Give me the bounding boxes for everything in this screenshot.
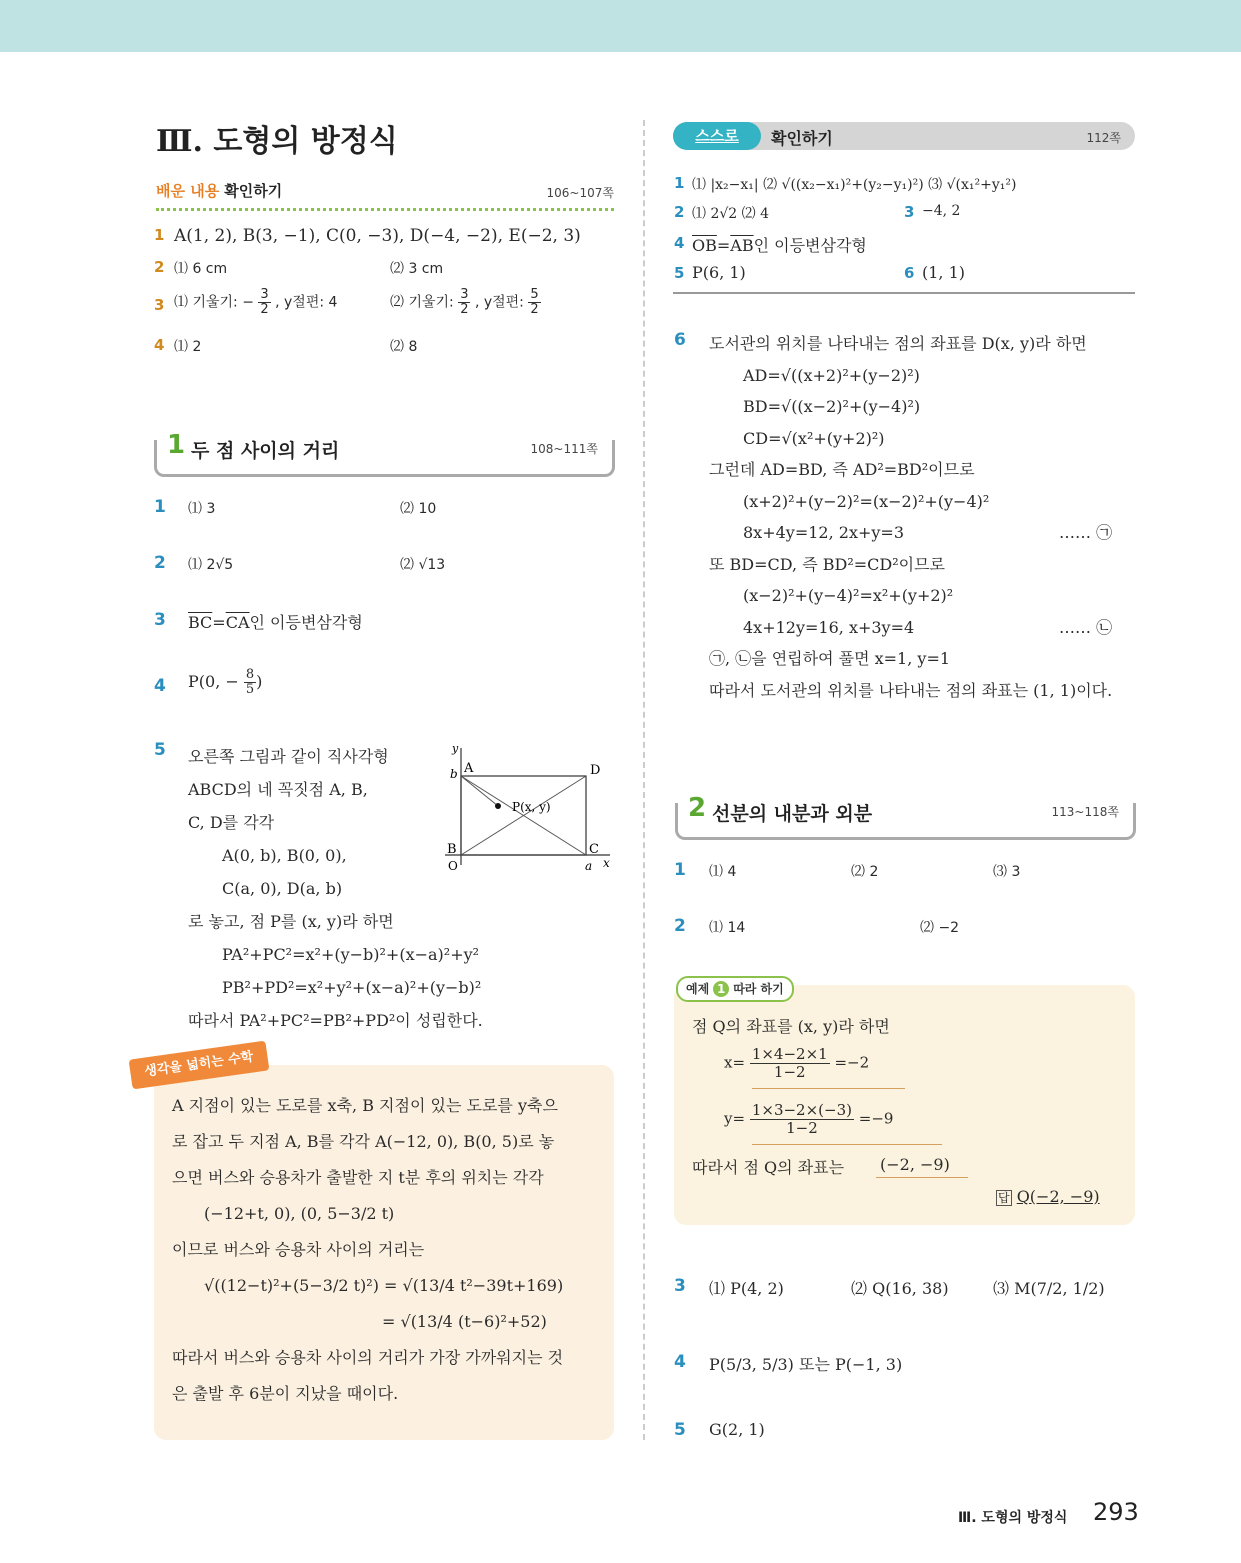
fraction bbox=[258, 288, 270, 317]
example-conclusion-value: (−2, −9) bbox=[880, 1155, 950, 1174]
proof-line: 오른쪽 그림과 같이 직사각형 bbox=[188, 747, 389, 766]
proof-line: A(0, b), B(0, 0), bbox=[222, 846, 347, 865]
self-item-number: 2 bbox=[674, 203, 685, 221]
think-line: 이므로 버스와 승용차 사이의 거리는 bbox=[172, 1240, 425, 1259]
fraction bbox=[750, 1046, 830, 1081]
think-line: 따라서 버스와 승용차 사이의 거리가 가장 가까워지는 것 bbox=[172, 1348, 564, 1367]
label-A: A bbox=[464, 761, 474, 776]
segment-label: $\overline{AB}$ bbox=[730, 236, 754, 255]
proof-line: ABCD의 네 꼭짓점 A, B, bbox=[188, 780, 368, 799]
fraction-numerator: 3 bbox=[260, 287, 269, 302]
solution-line: (x−2)²+(y−4)²=x²+(y+2)² bbox=[743, 586, 954, 605]
review-item-3b-text: ⑵ 기울기: bbox=[390, 294, 459, 311]
proof-line: PB²+PD²=x²+y²+(x−a)²+(y−b)² bbox=[222, 978, 482, 997]
self-item-6: (1, 1) bbox=[922, 263, 966, 282]
section2-item-3a: ⑴ P(4, 2) bbox=[709, 1279, 784, 1298]
rectangle-figure bbox=[440, 740, 615, 875]
self-item-number: 6 bbox=[904, 264, 915, 282]
page-number: 293 bbox=[1093, 1498, 1139, 1526]
self-check-tag-text: 스스로 bbox=[695, 127, 739, 145]
problem6-solution bbox=[709, 328, 1139, 706]
equation-mark-1: …… ㉠ bbox=[1059, 523, 1113, 542]
self-item-number: 5 bbox=[674, 264, 685, 282]
answer-value: Q(−2, −9) bbox=[1016, 1187, 1100, 1206]
fraction bbox=[750, 1102, 854, 1137]
label-D: D bbox=[590, 763, 601, 778]
point-p bbox=[495, 803, 501, 809]
problem6-number: 6 bbox=[674, 330, 686, 350]
section1-item-number: 4 bbox=[154, 676, 166, 696]
label-a: a bbox=[585, 859, 593, 873]
think-line: 은 출발 후 6분이 지났을 때이다. bbox=[172, 1384, 399, 1403]
fraction-numerator: 5 bbox=[530, 287, 539, 302]
review-item-3b bbox=[390, 288, 541, 317]
section1-item-3 bbox=[188, 610, 363, 633]
self-item-4-tail: 인 이등변삼각형 bbox=[753, 236, 867, 255]
think-content bbox=[172, 1088, 602, 1412]
self-item-3: −4, 2 bbox=[922, 203, 961, 219]
review-item-4a: ⑴ 2 bbox=[174, 339, 202, 355]
segment-label: $\overline{OB}$ bbox=[692, 236, 717, 255]
fraction-numerator: 1×3−2×(−3) bbox=[751, 1101, 852, 1119]
example-y-equation bbox=[724, 1102, 893, 1137]
think-line: A 지점이 있는 도로를 x축, B 지점이 있는 도로를 y축으 bbox=[172, 1096, 558, 1115]
section1-item-4-text: P(0, − bbox=[188, 672, 239, 691]
underline bbox=[752, 1088, 905, 1089]
label-B: B bbox=[447, 842, 457, 857]
section2-item-5: G(2, 1) bbox=[709, 1420, 765, 1439]
review-item-number: 2 bbox=[154, 258, 165, 276]
review-item-3a bbox=[174, 288, 337, 317]
section2-item-number: 5 bbox=[674, 1420, 686, 1440]
example-conclusion: 따라서 점 Q의 좌표는 bbox=[692, 1158, 845, 1177]
review-label-2: 확인하기 bbox=[224, 182, 283, 200]
section-1-pages: 108~111쪽 bbox=[530, 442, 598, 456]
review-item-3a-text: ⑴ 기울기: − bbox=[174, 294, 254, 311]
section-1-number: 1 bbox=[167, 430, 186, 460]
self-check-tag bbox=[673, 122, 761, 150]
think-line: √((12−t)²+(5−3/2 t)²) = √(13/4 t²−39t+169) bbox=[204, 1276, 564, 1295]
fraction bbox=[458, 288, 470, 317]
self-item-number: 3 bbox=[904, 203, 915, 221]
solution-line: ㉠, ㉡을 연립하여 풀면 x=1, y=1 bbox=[709, 649, 951, 668]
self-check-title: 확인하기 bbox=[771, 129, 833, 148]
review-item-1-answer: A(1, 2), B(3, −1), C(0, −3), D(−4, −2), E(−2, 3) bbox=[174, 226, 581, 246]
section1-item-5 bbox=[188, 740, 483, 1037]
example-answer bbox=[996, 1187, 1100, 1206]
segment-label: $\overline{BC}$ bbox=[188, 613, 213, 632]
y-lhs: y= bbox=[724, 1109, 746, 1128]
fraction bbox=[244, 668, 256, 697]
self-item-number: 1 bbox=[674, 174, 685, 192]
self-item-5: P(6, 1) bbox=[692, 263, 746, 282]
solution-line: 8x+4y=12, 2x+y=3 bbox=[743, 523, 904, 542]
review-item-number: 3 bbox=[154, 296, 165, 314]
section-2-header bbox=[675, 793, 1136, 840]
chapter-title: Ⅲ. 도형의 방정식 bbox=[156, 124, 398, 159]
solution-line-wrap bbox=[709, 517, 1139, 549]
section1-item-1b: ⑵ 10 bbox=[400, 501, 437, 517]
example-tag-number: 1 bbox=[713, 981, 729, 997]
equals: = bbox=[716, 236, 731, 255]
solution-line: CD=√(x²+(y+2)²) bbox=[743, 428, 885, 448]
fraction-denominator: 2 bbox=[260, 302, 269, 317]
section2-item-3c: ⑶ M(7/2, 1/2) bbox=[993, 1279, 1105, 1298]
review-item-2b: ⑵ 3 cm bbox=[390, 261, 444, 277]
section2-item-1b: ⑵ 2 bbox=[851, 864, 879, 880]
section2-item-2a: ⑴ 14 bbox=[709, 920, 746, 936]
section-2-pages: 113~118쪽 bbox=[1051, 805, 1119, 819]
proof-line: PA²+PC²=x²+(y−b)²+(x−a)²+y² bbox=[222, 945, 480, 964]
proof-line: C(a, 0), D(a, b) bbox=[222, 879, 343, 898]
think-tag: 생각을 넓히는 수학 bbox=[129, 1041, 270, 1090]
self-item-4 bbox=[692, 233, 867, 256]
solution-line: AD=√((x+2)²+(y−2)²) bbox=[743, 365, 920, 385]
section-1-title: 두 점 사이의 거리 bbox=[191, 440, 340, 462]
proof-line: 로 놓고, 점 P를 (x, y)라 하면 bbox=[188, 912, 394, 931]
section2-item-4: P(5/3, 5/3) 또는 P(−1, 3) bbox=[709, 1355, 903, 1374]
self-item-number: 4 bbox=[674, 234, 685, 252]
label-P: P(x, y) bbox=[512, 800, 551, 814]
self-item-1: ⑴ |x₂−x₁| ⑵ √((x₂−x₁)²+(y₂−y₁)²) ⑶ √(x₁²+y₁²) bbox=[692, 177, 1017, 193]
review-item-number: 1 bbox=[154, 226, 165, 244]
think-line: = √(13/4 (t−6)²+52) bbox=[382, 1312, 547, 1331]
section-2-title: 선분의 내분과 외분 bbox=[712, 803, 873, 825]
divider-line bbox=[673, 292, 1135, 294]
equals: = bbox=[212, 613, 226, 632]
section-2-number: 2 bbox=[688, 793, 707, 823]
self-check-pages: 112쪽 bbox=[1086, 131, 1121, 145]
example-tag-label-2: 따라 하기 bbox=[733, 982, 784, 996]
review-pages: 106~107쪽 bbox=[546, 186, 614, 200]
fraction-denominator: 1−2 bbox=[786, 1119, 818, 1137]
review-item-3b-mid: , y절편: bbox=[474, 294, 529, 311]
section2-item-2b: ⑵ −2 bbox=[920, 920, 960, 936]
section-1-header bbox=[154, 430, 615, 477]
proof-line: C, D를 각각 bbox=[188, 813, 275, 832]
review-item-2a: ⑴ 6 cm bbox=[174, 261, 228, 277]
footer-chapter: Ⅲ. 도형의 방정식 bbox=[958, 1510, 1068, 1526]
top-color-band bbox=[0, 0, 1241, 52]
section1-item-number: 5 bbox=[154, 740, 166, 760]
review-item-3a-tail: , y절편: 4 bbox=[275, 294, 338, 311]
think-line: (−12+t, 0), (0, 5−3/2 t) bbox=[204, 1204, 395, 1223]
section1-item-number: 1 bbox=[154, 497, 166, 517]
section2-item-1a: ⑴ 4 bbox=[709, 864, 737, 880]
segment-pa bbox=[461, 776, 498, 806]
solution-line: 그런데 AD=BD, 즉 AD²=BD²이므로 bbox=[709, 460, 975, 479]
example-x-equation bbox=[724, 1046, 869, 1081]
underline bbox=[876, 1177, 968, 1178]
solution-line: 도서관의 위치를 나타내는 점의 좌표를 D(x, y)라 하면 bbox=[709, 334, 1087, 353]
solution-line: 또 BD=CD, 즉 BD²=CD²이므로 bbox=[709, 554, 946, 574]
think-line: 로 잡고 두 지점 A, B를 각각 A(−12, 0), B(0, 5)로 놓 bbox=[172, 1132, 555, 1151]
fraction-numerator: 3 bbox=[460, 287, 469, 302]
section2-item-number: 3 bbox=[674, 1276, 686, 1296]
fraction-denominator: 1−2 bbox=[773, 1063, 806, 1081]
review-item-4b: ⑵ 8 bbox=[390, 339, 418, 355]
section1-item-4 bbox=[188, 668, 262, 697]
fraction-numerator: 1×4−2×1 bbox=[751, 1045, 828, 1063]
section2-item-number: 1 bbox=[674, 860, 686, 880]
review-header bbox=[156, 180, 614, 211]
fraction-denominator: 2 bbox=[530, 302, 539, 317]
proof-line: 따라서 PA²+PC²=PB²+PD²이 성립한다. bbox=[188, 1011, 483, 1030]
fraction-denominator: 2 bbox=[460, 302, 469, 317]
solution-line: BD=√((x−2)²+(y−4)²) bbox=[743, 397, 921, 416]
x-lhs: x= bbox=[724, 1053, 746, 1072]
label-x: x bbox=[603, 856, 610, 870]
self-item-2: ⑴ 2√2 ⑵ 4 bbox=[692, 206, 769, 222]
label-O: O bbox=[448, 859, 458, 873]
section1-item-3-tail: 인 이등변삼각형 bbox=[249, 613, 363, 632]
section2-item-1c: ⑶ 3 bbox=[993, 864, 1021, 880]
fraction-denominator: 5 bbox=[245, 682, 255, 697]
section1-item-number: 2 bbox=[154, 553, 166, 573]
section2-item-number: 2 bbox=[674, 916, 686, 936]
fraction bbox=[528, 288, 540, 317]
section2-item-3b: ⑵ Q(16, 38) bbox=[851, 1279, 949, 1298]
equation-mark-2: …… ㉡ bbox=[1059, 617, 1113, 637]
example-tag-label: 예제 bbox=[686, 982, 710, 996]
answer-label: 답 bbox=[998, 1191, 1010, 1205]
solution-line-wrap bbox=[709, 612, 1139, 644]
solution-line: 따라서 도서관의 위치를 나타내는 점의 좌표는 (1, 1)이다. bbox=[709, 680, 1113, 700]
section1-item-2a: ⑴ 2√5 bbox=[188, 557, 234, 573]
solution-line: (x+2)²+(y−2)²=(x−2)²+(y−4)² bbox=[743, 491, 990, 511]
section2-item-number: 4 bbox=[674, 1352, 686, 1372]
review-label-1: 배운 내용 bbox=[156, 182, 220, 200]
example-tag bbox=[676, 976, 794, 1002]
example-intro: 점 Q의 좌표를 (x, y)라 하면 bbox=[692, 1017, 890, 1036]
section1-item-4-tail: ) bbox=[256, 672, 263, 691]
label-y: y bbox=[452, 742, 459, 755]
fraction-numerator: 8 bbox=[245, 667, 255, 682]
self-check-header bbox=[673, 122, 1135, 150]
underline bbox=[752, 1144, 942, 1145]
label-C: C bbox=[589, 842, 599, 857]
y-rhs: =−9 bbox=[858, 1109, 894, 1128]
section1-item-2b: ⑵ √13 bbox=[400, 557, 446, 573]
section1-item-number: 3 bbox=[154, 610, 166, 630]
x-rhs: =−2 bbox=[834, 1053, 870, 1072]
label-b: b bbox=[450, 767, 458, 781]
section1-item-1a: ⑴ 3 bbox=[188, 501, 216, 517]
solution-line: 4x+12y=16, x+3y=4 bbox=[743, 617, 915, 637]
segment-label: $\overline{CA}$ bbox=[225, 613, 250, 632]
review-item-number: 4 bbox=[154, 336, 165, 354]
think-line: 으면 버스와 승용차가 출발한 지 t분 후의 위치는 각각 bbox=[172, 1168, 544, 1187]
column-divider bbox=[643, 120, 645, 1440]
